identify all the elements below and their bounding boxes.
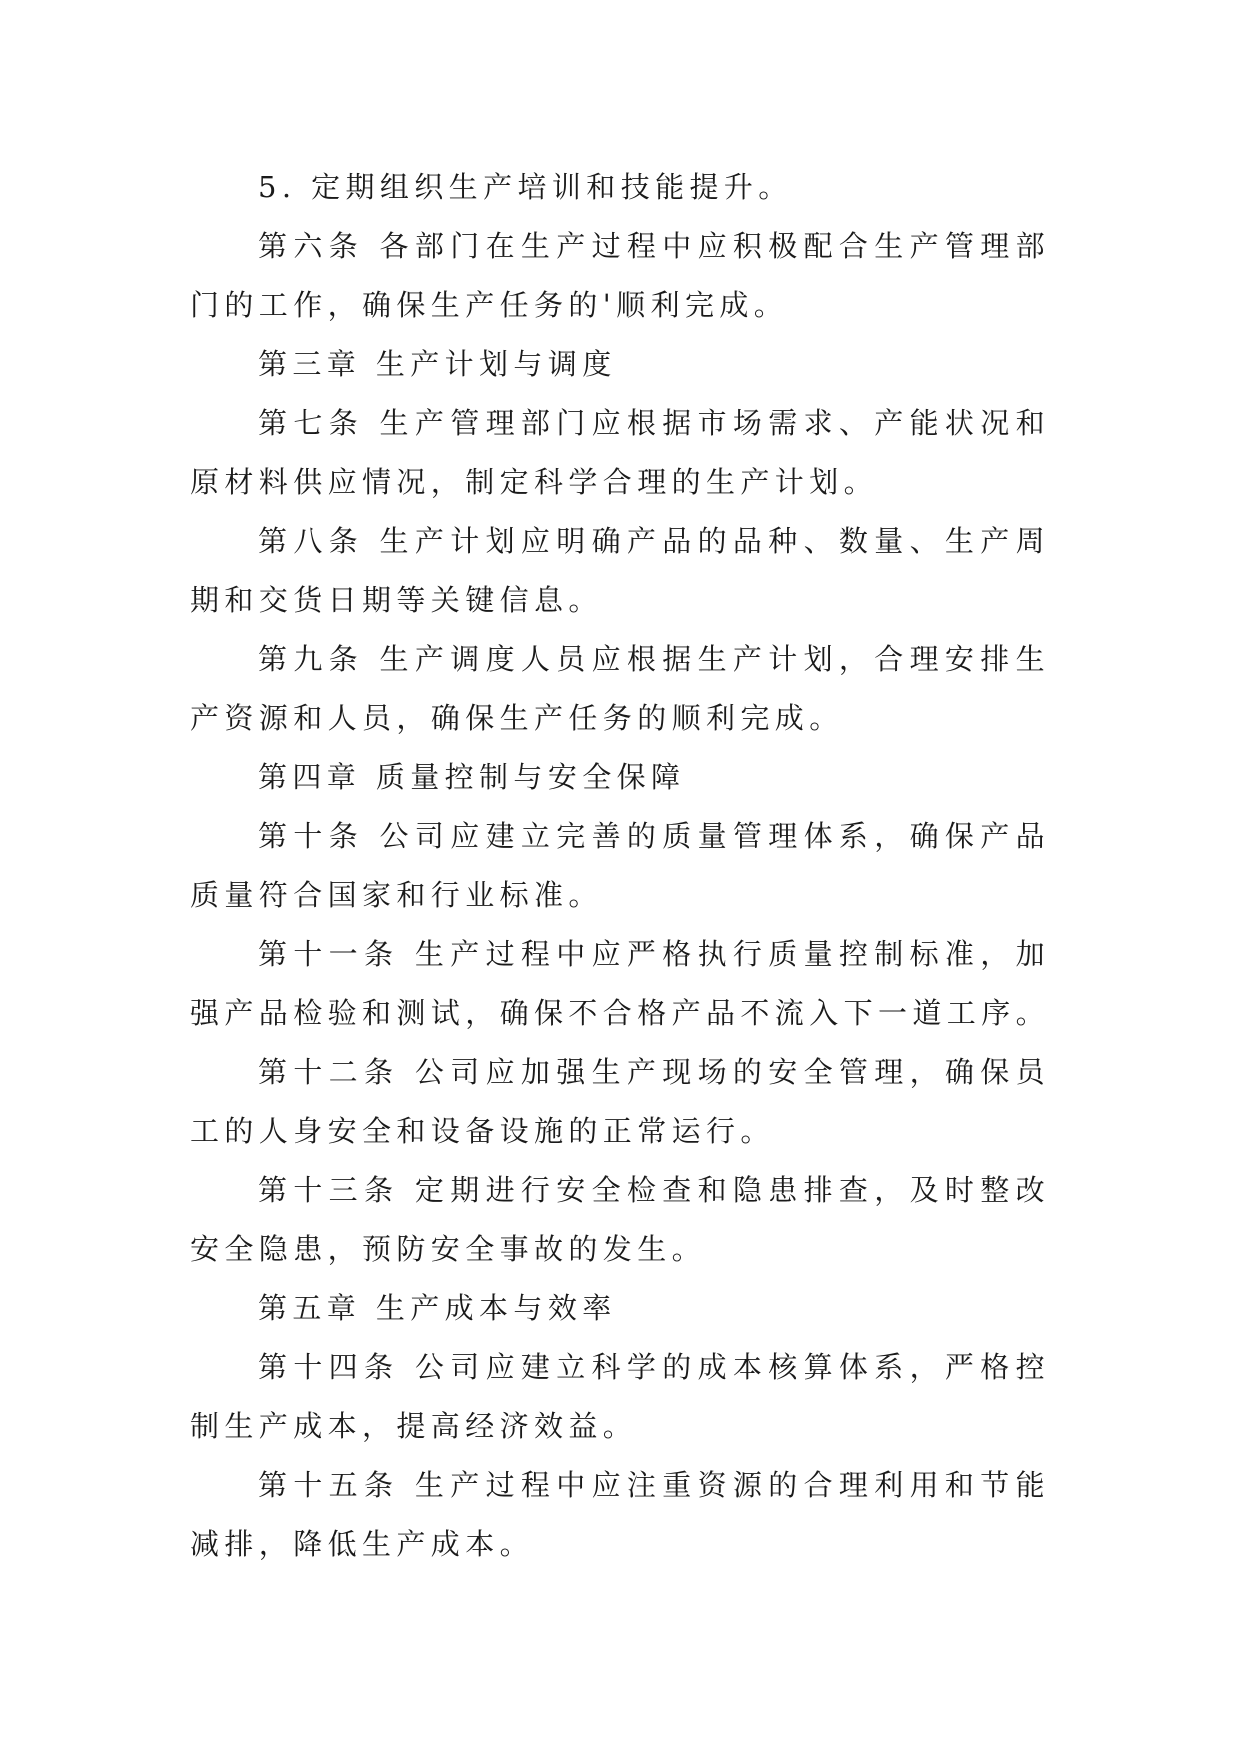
chapter-4-heading: 第四章 质量控制与安全保障 — [258, 760, 686, 794]
article-12: 第十二条 公司应加强生产现场的安全管理，确保员工的人身安全和设备设施的正常运行。 — [190, 1055, 1050, 1148]
chapter-3-heading: 第三章 生产计划与调度 — [258, 347, 617, 381]
article-10: 第十条 公司应建立完善的质量管理体系，确保产品质量符合国家和行业标准。 — [190, 819, 1050, 912]
article-7: 第七条 生产管理部门应根据市场需求、产能状况和原材料供应情况，制定科学合理的生产计划。 — [190, 406, 1050, 499]
article-11: 第十一条 生产过程中应严格执行质量控制标准，加强产品检验和测试，确保不合格产品不流入下一道工序。 — [190, 937, 1051, 1030]
article-6: 第六条 各部门在生产过程中应积极配合生产管理部门的工作，确保生产任务的'顺利完成。 — [190, 229, 1050, 322]
article-14: 第十四条 公司应建立科学的成本核算体系，严格控制生产成本，提高经济效益。 — [190, 1350, 1050, 1443]
article-9: 第九条 生产调度人员应根据生产计划，合理安排生产资源和人员，确保生产任务的顺利完成。 — [190, 642, 1050, 735]
article-13: 第十三条 定期进行安全检查和隐患排查，及时整改安全隐患，预防安全事故的发生。 — [190, 1173, 1050, 1266]
article-15: 第十五条 生产过程中应注重资源的合理利用和节能减排，降低生产成本。 — [190, 1468, 1050, 1561]
paragraph-item-5: 5. 定期组织生产培训和技能提升。 — [258, 170, 793, 204]
article-8: 第八条 生产计划应明确产品的品种、数量、生产周期和交货日期等关键信息。 — [190, 524, 1050, 617]
chapter-5-heading: 第五章 生产成本与效率 — [258, 1291, 617, 1325]
document-body — [190, 158, 1050, 1574]
